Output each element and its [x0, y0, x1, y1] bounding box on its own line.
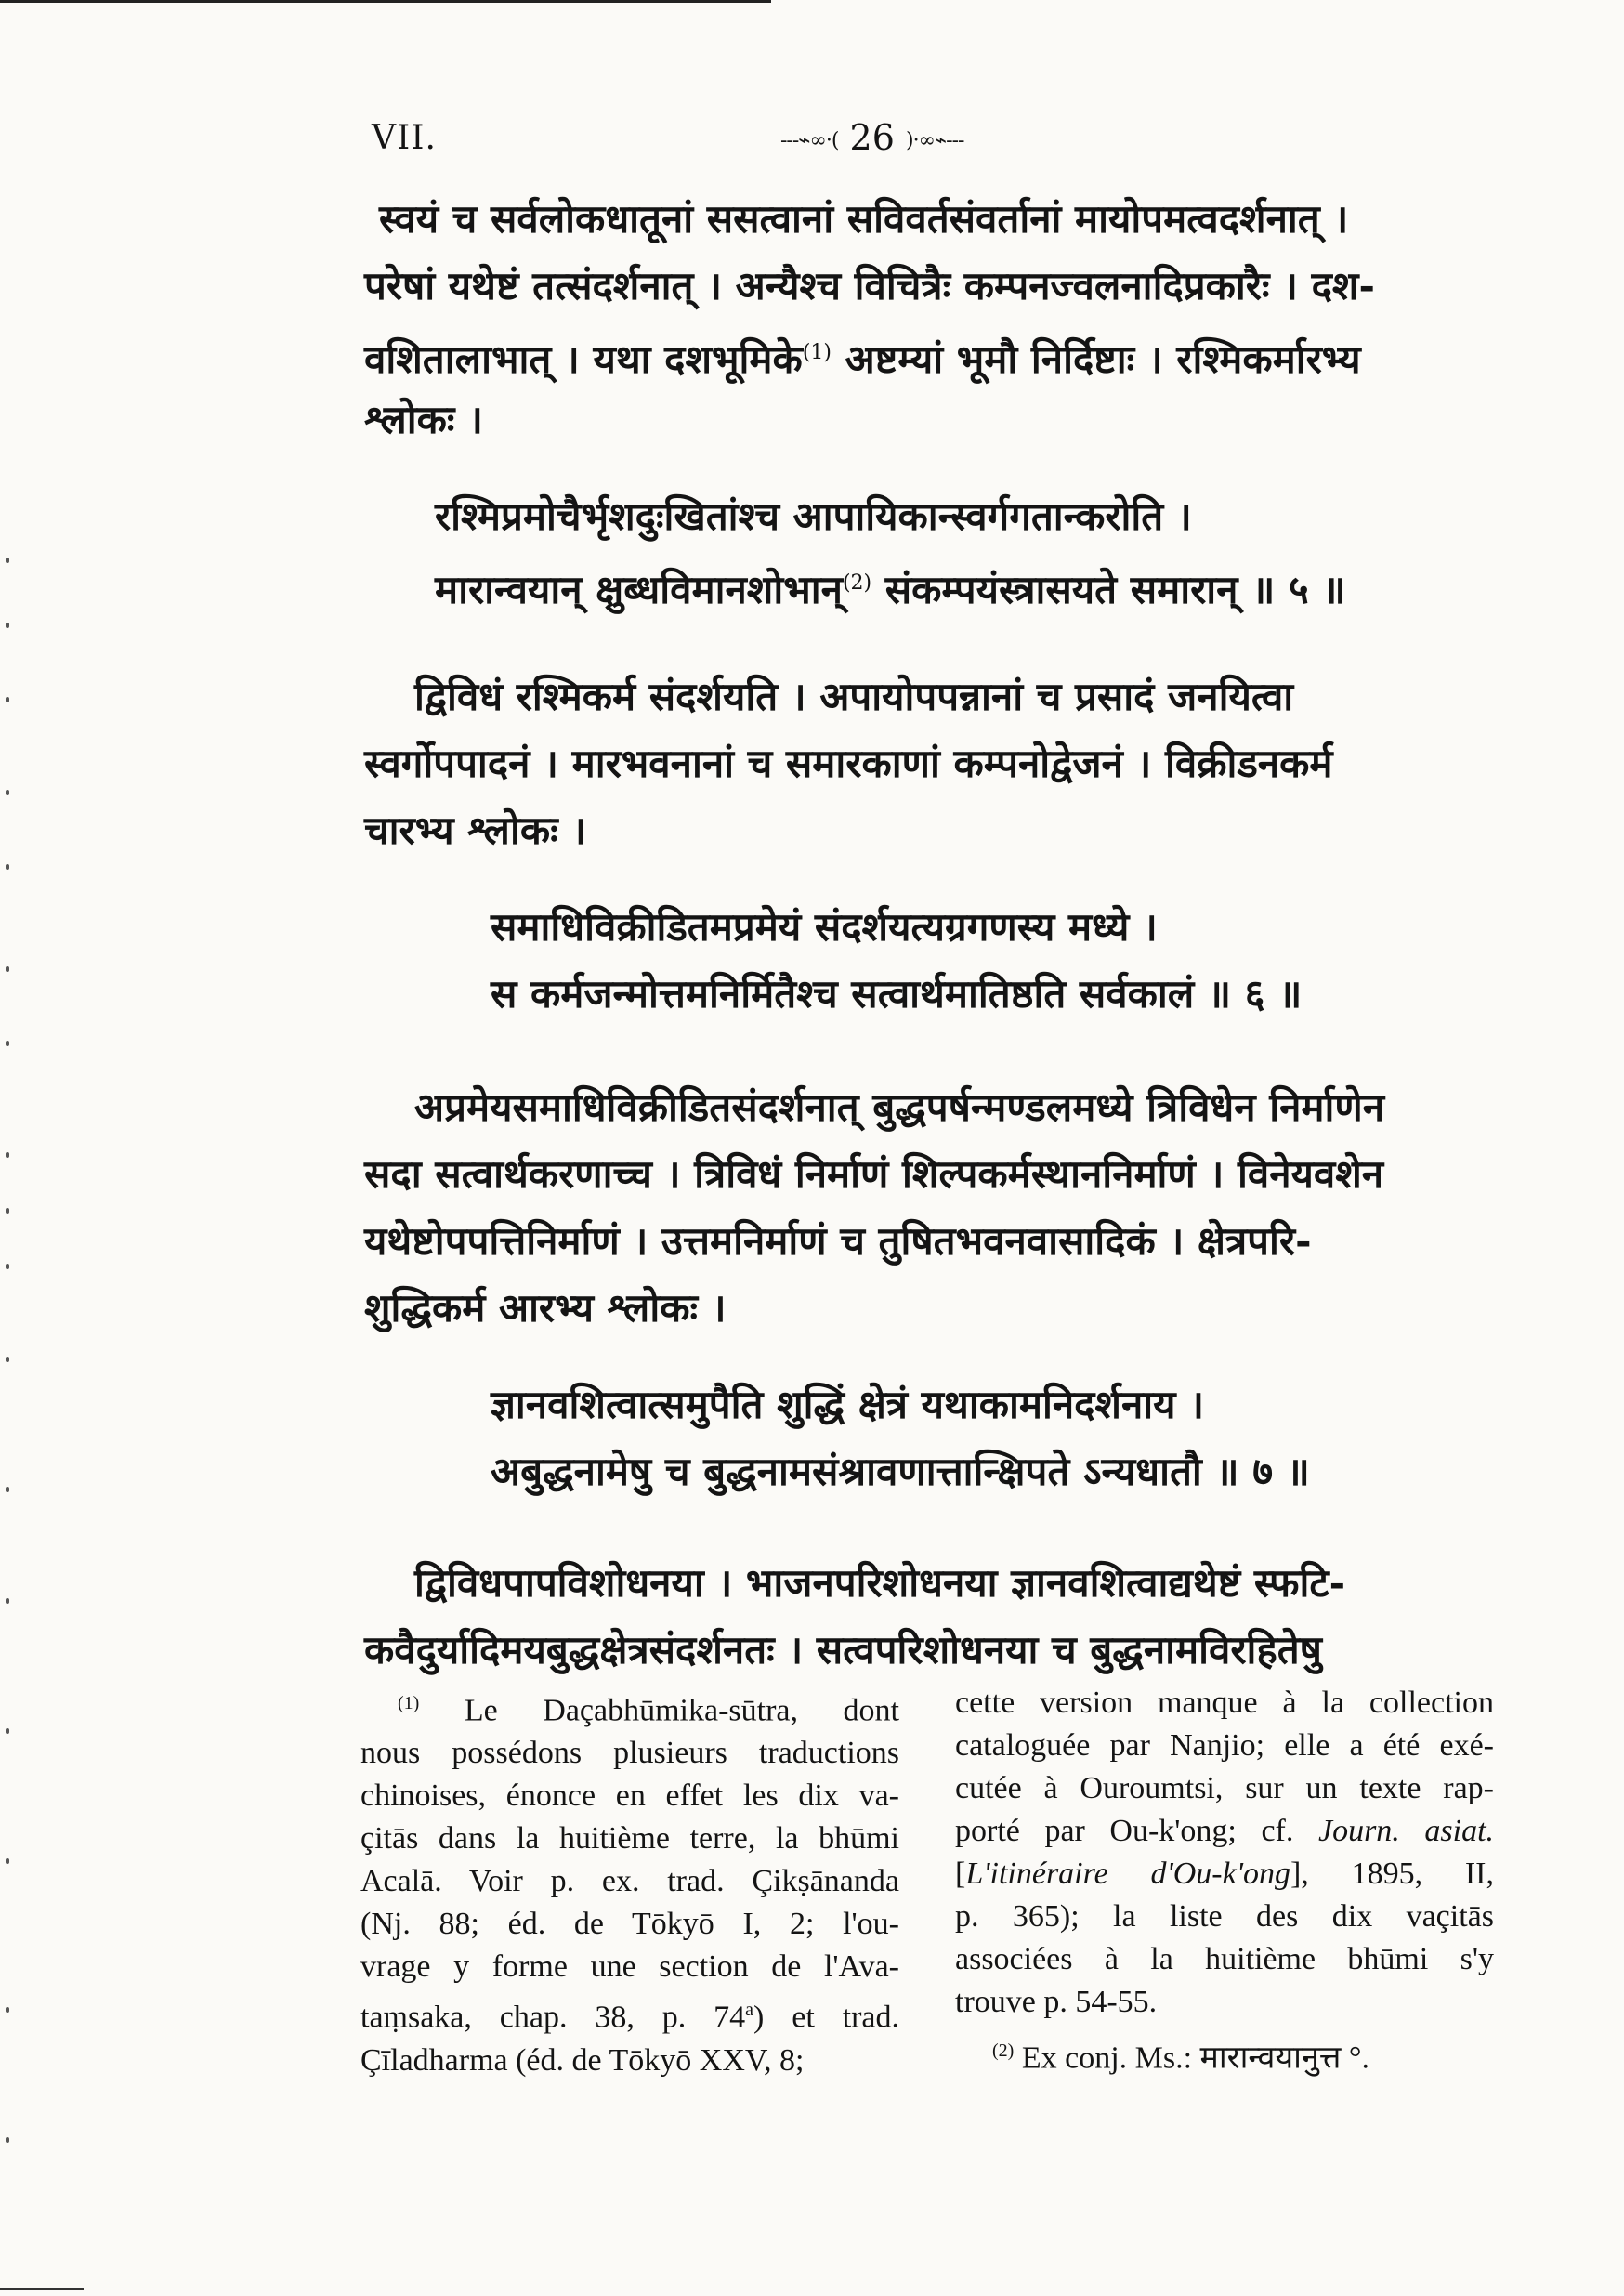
verse-line [435, 550, 1346, 623]
header-ornament-left: ---⌁∞·( [780, 129, 839, 152]
footnote-text: Le Daçabhūmika-sūtra, dont [464, 1693, 899, 1728]
footnote-line [955, 2029, 1494, 2080]
footnote-line: trouve p. 54-55. [955, 1985, 1158, 2019]
verse-line-part: संकम्पयंस्त्रासयते समारान् ॥ ५ ॥ [884, 567, 1346, 612]
footnote-line: (Nj. 88; éd. de Tōkyō I, 2; l'ou- [360, 1907, 899, 1942]
section-label: VII. [372, 119, 437, 157]
body-line [364, 320, 1361, 393]
body-line: द्विविधपापविशोधनया । भाजनपरिशोधनया ज्ञानवशित्वाद्यथेष्टं स्फटि- [414, 1560, 1346, 1606]
body-line: श्लोकः । [364, 397, 483, 442]
verse-line: रश्मिप्रमोचैर्भृशदुःखितांश्च आपायिकान्स्वर्गगतान्करोति । [435, 493, 1192, 539]
body-line: स्वर्गोपपादनं । मारभवनानां च समारकाणां कम्पनोद्वेजनं । विक्रीडनकर्म [364, 741, 1333, 786]
body-line: कवैदुर्यादिमयबुद्धक्षेत्रसंदर्शनतः । सत्वपरिशोधनया च बुद्धनामविरहितेषु [364, 1627, 1322, 1673]
body-line: स्वयं च सर्वलोकधातूनां ससत्वानां सविवर्तसंवर्तानां मायोपमत्वदर्शनात् । [379, 196, 1349, 242]
body-line: सदा सत्वार्थकरणाच्च । त्रिविधं निर्माणं शिल्पकर्मस्थाननिर्माणं । विनेयवशेन [364, 1151, 1384, 1197]
footnote-line: vrage y forme une section de l'Ava- [360, 1949, 899, 1985]
footnote-column-right [955, 1682, 1494, 2080]
verse-line: स कर्मजन्मोत्तमनिर्मितैश्च सत्वार्थमातिष्ठति सर्वकालं ॥ ६ ॥ [491, 971, 1303, 1017]
footnote-text: ) et trad. [753, 2000, 900, 2035]
footnote-text: porté par Ou-k'ong; cf. [955, 1814, 1294, 1848]
footnote-italic: L'itinéraire d'Ou-k'ong [965, 1856, 1290, 1891]
footnote-line: nous possédons plusieurs traductions [360, 1736, 899, 1771]
footnote-column-left [360, 1682, 899, 2082]
body-line: अप्रमेयसमाधिविक्रीडितसंदर्शनात् बुद्धपर्षन्मण्डलमध्ये त्रिविधेन निर्माणेन [414, 1084, 1385, 1130]
body-line: चारभ्य श्लोकः । [364, 807, 587, 853]
footnote-italic: Journ. asiat. [1317, 1814, 1495, 1848]
verse-line: अबुद्धनामेषु च बुद्धनामसंश्रावणात्तान्क्षिपते ऽन्यधातौ ॥ ७ ॥ [491, 1449, 1310, 1494]
body-line: परेषां यथेष्टं तत्संदर्शनात् । अन्यैश्च विचित्रैः कम्पनज्वलनादिप्रकारैः । दश- [364, 263, 1375, 308]
footnote-line: p. 365); la liste des dix vaçitās [955, 1899, 1494, 1934]
verse-line: समाधिविक्रीडितमप्रमेयं संदर्शयत्यग्रगणस्य मध्ये । [491, 904, 1158, 950]
superscript-a: a [745, 2000, 754, 2021]
verse-line: ज्ञानवशित्वात्समुपैति शुद्धिं क्षेत्रं यथाकामनिदर्शनाय । [491, 1382, 1205, 1427]
footnote-line [955, 1853, 1494, 1896]
body-line: शुद्धिकर्म आरभ्य श्लोकः । [364, 1285, 727, 1331]
footnote-text: taṃsaka, chap. 38, p. 74 [360, 2000, 746, 2035]
page-number: 26 [849, 117, 895, 158]
body-line: यथेष्टोपपत्तिनिर्माणं । उत्तमनिर्माणं च तुषितभवनवासादिकं । क्षेत्रपरि- [364, 1218, 1312, 1264]
footnote-line: chinoises, énonce en effet les dix va- [360, 1778, 899, 1814]
footnote-marker-1: (1) [802, 341, 832, 364]
body-line-part: अष्टम्यां भूमौ निर्दिष्टाः । रश्मिकर्मारभ्य [845, 336, 1361, 382]
footnote-number-1: (1) [398, 1693, 420, 1713]
page-header [780, 117, 963, 158]
footnote-number-2: (2) [992, 2040, 1015, 2061]
footnote-line: associées à la huitième bhūmi s'y [955, 1942, 1494, 1976]
body-line-part: वशितालाभात् । यथा दशभूमिके [364, 336, 803, 382]
footnote-text: [ [955, 1856, 966, 1891]
footnote-line [955, 1810, 1494, 1853]
footnote-line: cataloguée par Nanjio; elle a été exé- [955, 1728, 1494, 1763]
body-line: द्विविधं रश्मिकर्म संदर्शयति । अपायोपपन्नानां च प्रसादं जनयित्वा [414, 674, 1294, 719]
footnote-text: ], 1895, II, [1290, 1856, 1494, 1891]
footnote-text: Ex conj. Ms.: मारान्वयानुत्त °. [1021, 2040, 1369, 2076]
footnote-line [360, 1682, 899, 1732]
verse-line-part: मारान्वयान् क्षुब्धविमानशोभान् [435, 567, 843, 612]
footnote-marker-2: (2) [842, 571, 872, 595]
footnote-line [360, 1988, 899, 2039]
header-ornament-right: )·∞⌁--- [906, 129, 964, 152]
footnote-line: cette version manque à la collection [955, 1686, 1494, 1720]
footnote-line: çitās dans la huitième terre, la bhūmi [360, 1821, 899, 1856]
footnote-line: cutée à Ouroumtsi, sur un texte rap- [955, 1771, 1494, 1805]
footnote-line: Çīladharma (éd. de Tōkyō XXV, 8; [360, 2042, 805, 2078]
footnote-line: Acalā. Voir p. ex. trad. Çikṣānanda [360, 1864, 899, 1899]
